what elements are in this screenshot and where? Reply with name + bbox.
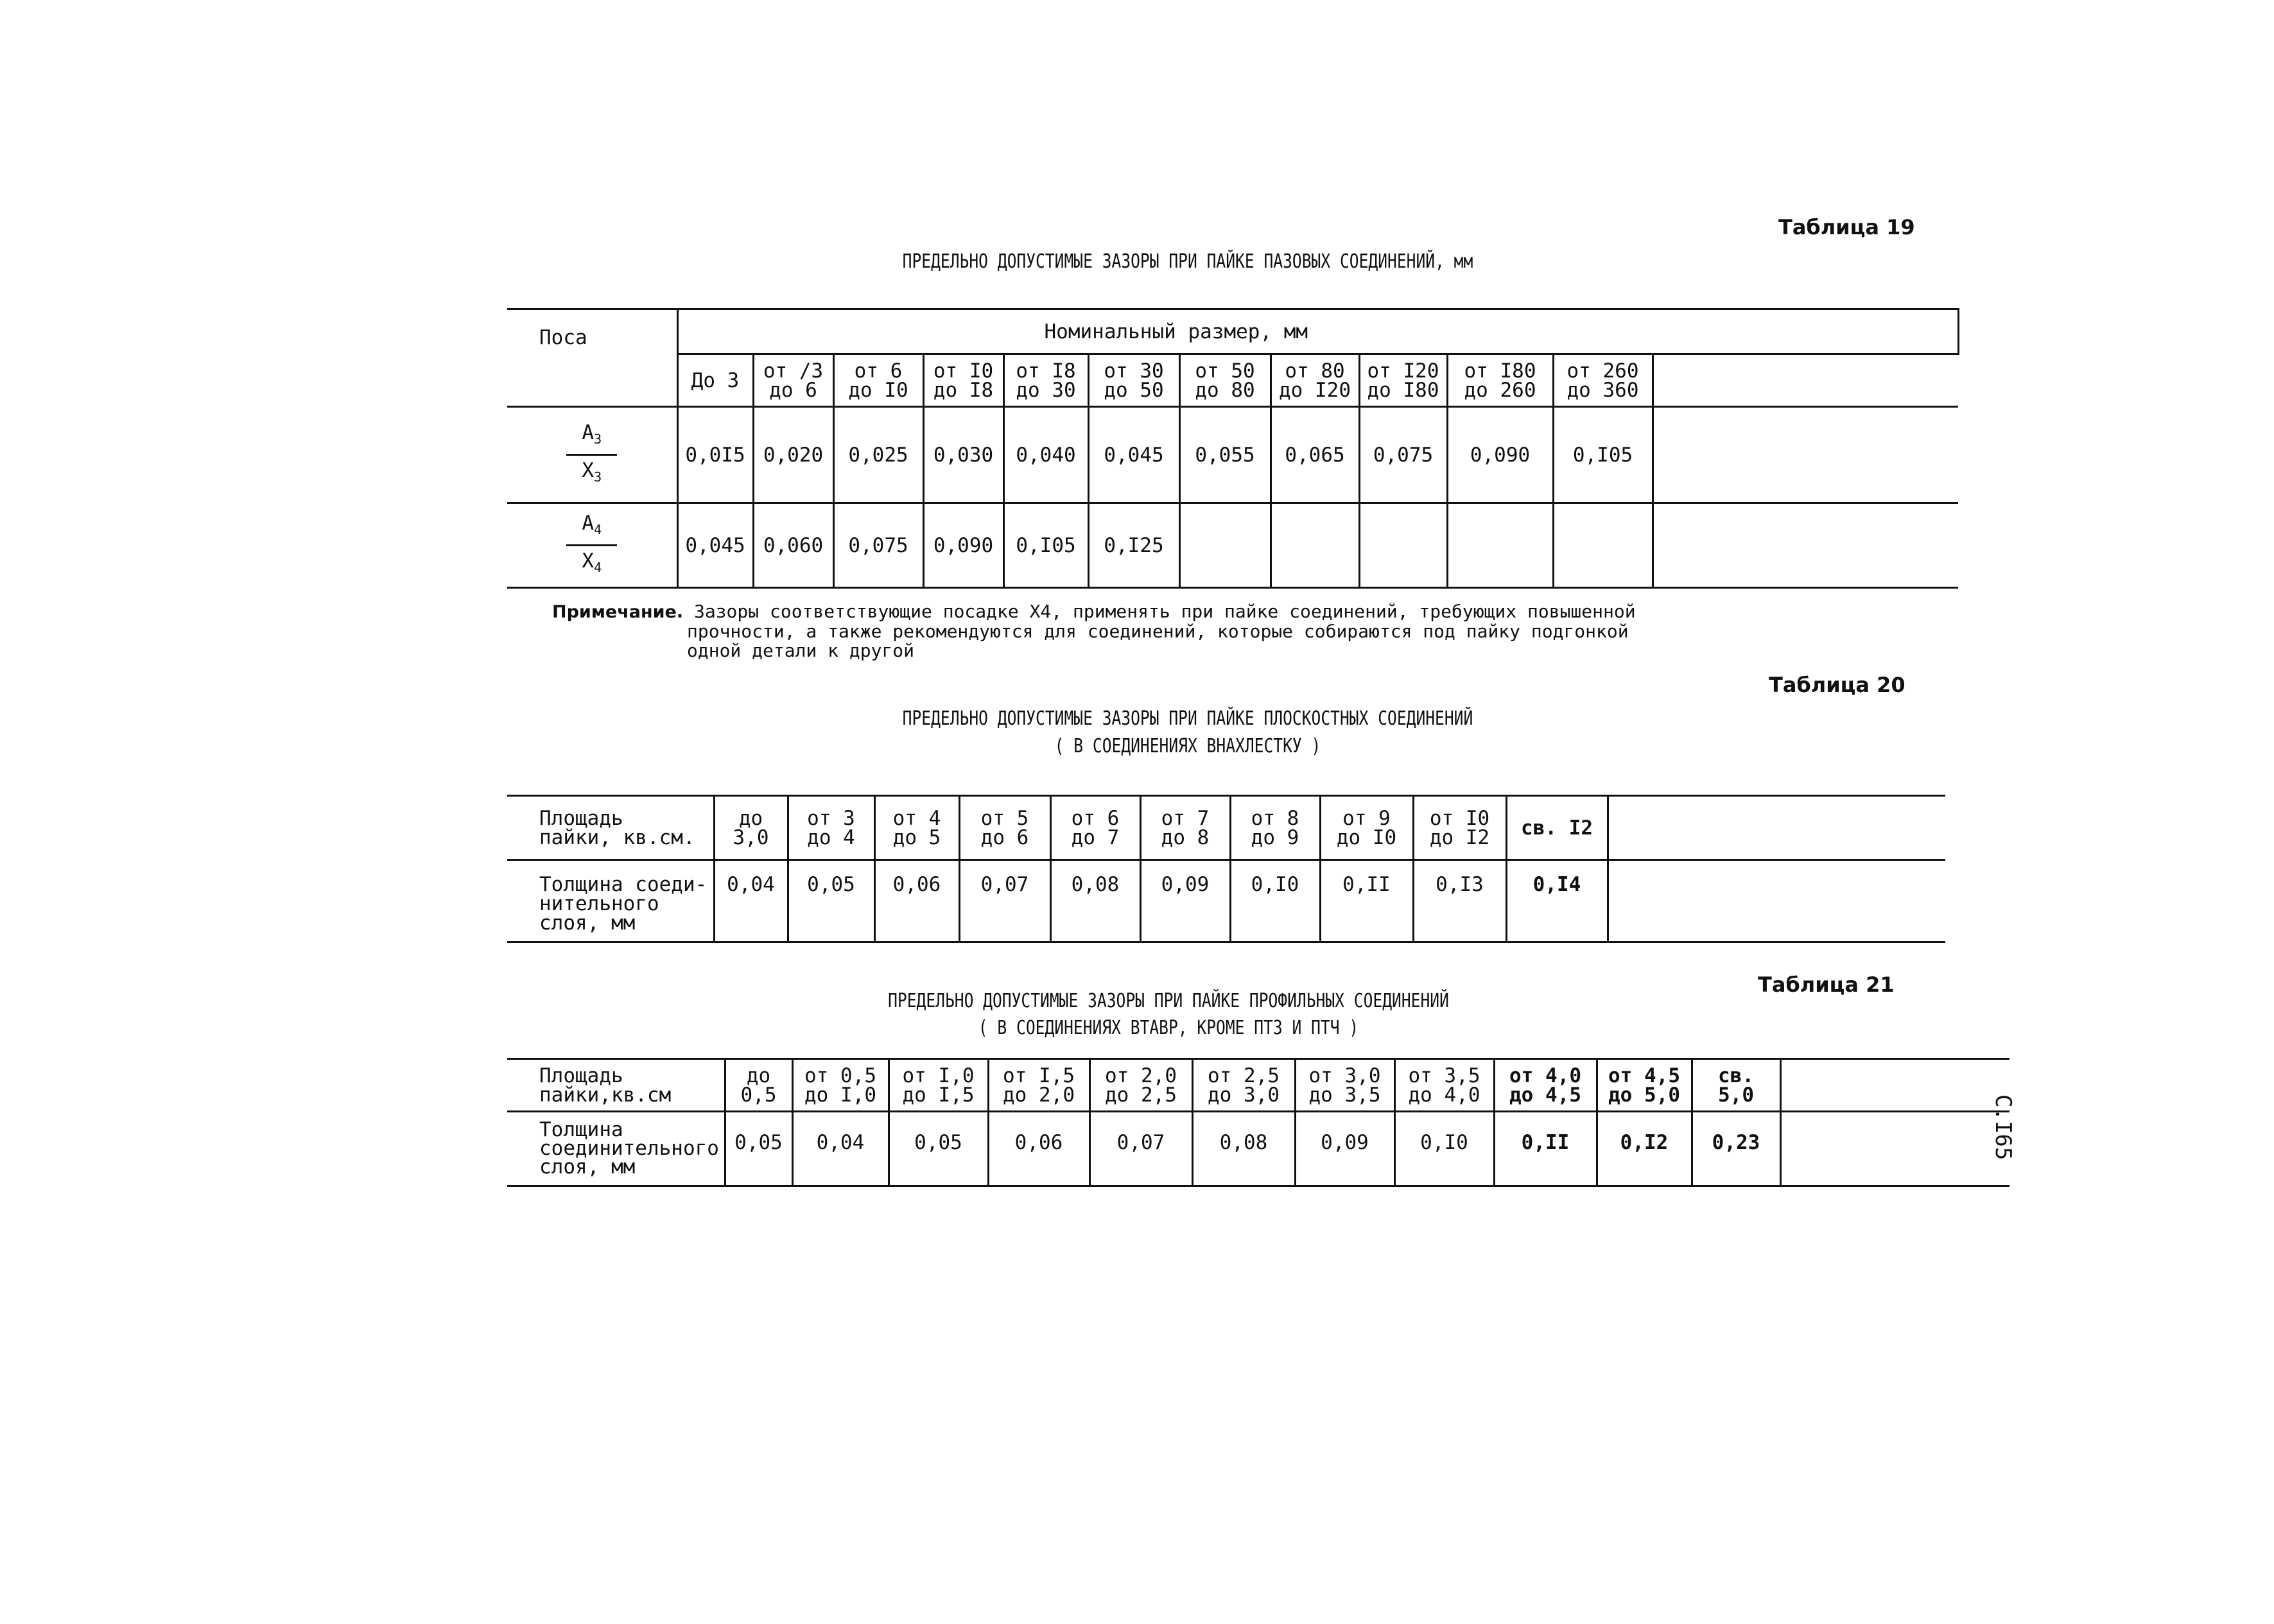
area-range-header: от 4,0 до 4,5	[1494, 1059, 1597, 1112]
table21	[507, 1058, 2009, 1187]
area-range-header: от 2,0 до 2,5	[1089, 1059, 1192, 1112]
empty-cell	[1653, 354, 1958, 407]
area-range-header: от 9 до I0	[1320, 796, 1413, 860]
table19-number: Таблица 19	[1778, 215, 1915, 239]
gap-value-cell: 0,090	[923, 503, 1003, 588]
table21-number: Таблица 21	[1758, 972, 1895, 997]
area-range-header: до 3,0	[714, 796, 788, 860]
thickness-value-cell: 0,06	[874, 860, 959, 942]
thickness-value-cell: 0,08	[1050, 860, 1140, 942]
fit-column-header: Поса	[507, 309, 677, 407]
gap-value-cell: 0,I25	[1088, 503, 1179, 588]
gap-value-cell: 0,075	[833, 503, 923, 588]
size-range-header: от I80 до 260	[1447, 354, 1553, 407]
gap-value-cell	[1359, 503, 1447, 588]
area-range-header: от 3 до 4	[788, 796, 874, 860]
table21-title-line1: ПРЕДЕЛЬНО ДОПУСТИМЫЕ ЗАЗОРЫ ПРИ ПАЙКЕ ПРОФИЛЬНЫХ СОЕДИНЕНИЙ	[888, 990, 1449, 1012]
gap-value-cell	[1271, 503, 1359, 588]
fit-label: $\frac{A_4}{X_4}$	[507, 503, 677, 588]
note-label: Примечание.	[552, 602, 684, 622]
area-range-header: от 2,5 до 3,0	[1192, 1059, 1295, 1112]
thickness-label: Толщина соеди- нительного слоя, мм	[507, 860, 714, 942]
gap-value-cell: 0,I05	[1553, 407, 1653, 503]
thickness-value-cell: 0,I3	[1413, 860, 1506, 942]
fit-label: $\frac{A_3}{X_3}$	[507, 407, 677, 503]
area-range-header: от 4 до 5	[874, 796, 959, 860]
area-range-header: от I0 до I2	[1413, 796, 1506, 860]
table21-title-line2: ( В СОЕДИНЕНИЯХ ВТАВР, КРОМЕ ПТЗ И ПТЧ )	[978, 1017, 1359, 1039]
thickness-value-cell: 0,05	[788, 860, 874, 942]
thickness-value-cell: 0,05	[725, 1112, 792, 1186]
table20-title-line1: ПРЕДЕЛЬНО ДОПУСТИМЫЕ ЗАЗОРЫ ПРИ ПАЙКЕ ПЛОСКОСТНЫХ СОЕДИНЕНИЙ	[902, 707, 1473, 730]
area-range-header: от 3,0 до 3,5	[1295, 1059, 1394, 1112]
thickness-value-cell: 0,09	[1295, 1112, 1394, 1186]
gap-value-cell: 0,0I5	[677, 407, 753, 503]
area-range-header: от I,0 до I,5	[889, 1059, 988, 1112]
thickness-value-cell: 0,04	[714, 860, 788, 942]
table19	[507, 308, 1959, 589]
area-range-header: до 0,5	[725, 1059, 792, 1112]
area-range-header: от 7 до 8	[1140, 796, 1230, 860]
gap-value-cell: 0,045	[677, 503, 753, 588]
thickness-value-cell: 0,I4	[1506, 860, 1608, 942]
thickness-value-cell: 0,II	[1494, 1112, 1597, 1186]
size-range-header: от 50 до 80	[1179, 354, 1271, 407]
area-label: Площадь пайки,кв.см	[507, 1059, 725, 1112]
table20	[507, 795, 1945, 943]
area-label: Площадь пайки, кв.см.	[507, 796, 714, 860]
thickness-value-cell: 0,II	[1320, 860, 1413, 942]
gap-value-cell: 0,060	[753, 503, 833, 588]
gap-value-cell: 0,030	[923, 407, 1003, 503]
gap-value-cell	[1553, 503, 1653, 588]
area-range-header: от I,5 до 2,0	[988, 1059, 1089, 1112]
empty-cell	[1780, 1059, 2009, 1112]
nominal-size-header: Номинальный размер, мм	[677, 309, 1958, 354]
size-range-header: от I20 до I80	[1359, 354, 1447, 407]
area-range-header: от 4,5 до 5,0	[1597, 1059, 1692, 1112]
gap-value-cell: 0,055	[1179, 407, 1271, 503]
size-range-header: от I0 до I8	[923, 354, 1003, 407]
empty-cell	[1608, 860, 1945, 942]
thickness-value-cell: 0,06	[988, 1112, 1089, 1186]
size-range-header: До 3	[677, 354, 753, 407]
gap-value-cell: 0,090	[1447, 407, 1553, 503]
table20-title-line2: ( В СОЕДИНЕНИЯХ ВНАХЛЕСТКУ )	[1054, 735, 1321, 757]
gap-value-cell: 0,045	[1088, 407, 1179, 503]
area-range-header: св. 5,0	[1692, 1059, 1780, 1112]
size-range-header: от 260 до 360	[1553, 354, 1653, 407]
gap-value-cell: 0,020	[753, 407, 833, 503]
area-range-header: от 5 до 6	[959, 796, 1050, 860]
gap-value-cell: 0,065	[1271, 407, 1359, 503]
thickness-label: Толщина соединительного слоя, мм	[507, 1112, 725, 1186]
note-line-1: Зазоры соответствующие посадке X4, применять при пайке соединений, требующих повышенной	[693, 601, 1636, 622]
table19-note	[552, 602, 1636, 661]
empty-cell	[1653, 503, 1958, 588]
page-number: C.I65	[1990, 1094, 2016, 1161]
table19-title: ПРЕДЕЛЬНО ДОПУСТИМЫЕ ЗАЗОРЫ ПРИ ПАЙКЕ ПАЗОВЫХ СОЕДИНЕНИЙ, мм	[902, 250, 1473, 273]
size-range-header: от 30 до 50	[1088, 354, 1179, 407]
gap-value-cell	[1179, 503, 1271, 588]
area-range-header: от 8 до 9	[1230, 796, 1320, 860]
area-range-header: от 3,5 до 4,0	[1394, 1059, 1494, 1112]
table20-number: Таблица 20	[1769, 673, 1905, 697]
thickness-value-cell: 0,09	[1140, 860, 1230, 942]
thickness-value-cell: 0,08	[1192, 1112, 1295, 1186]
empty-cell	[1780, 1112, 2009, 1186]
area-range-header: от 6 до 7	[1050, 796, 1140, 860]
size-range-header: от 6 до I0	[833, 354, 923, 407]
size-range-header: от /3 до 6	[753, 354, 833, 407]
thickness-value-cell: 0,04	[792, 1112, 889, 1186]
gap-value-cell: 0,040	[1003, 407, 1088, 503]
empty-cell	[1653, 407, 1958, 503]
thickness-value-cell: 0,23	[1692, 1112, 1780, 1186]
thickness-value-cell: 0,I2	[1597, 1112, 1692, 1186]
gap-value-cell: 0,025	[833, 407, 923, 503]
size-range-header: от I8 до 30	[1003, 354, 1088, 407]
thickness-value-cell: 0,I0	[1394, 1112, 1494, 1186]
note-line-3: одной детали к другой	[687, 640, 915, 661]
size-range-header: от 80 до I20	[1271, 354, 1359, 407]
area-range-header: от 0,5 до I,0	[792, 1059, 889, 1112]
note-line-2: прочности, а также рекомендуются для соединений, которые собираются под пайку подгонкой	[687, 621, 1629, 642]
thickness-value-cell: 0,07	[1089, 1112, 1192, 1186]
thickness-value-cell: 0,07	[959, 860, 1050, 942]
thickness-value-cell: 0,I0	[1230, 860, 1320, 942]
gap-value-cell: 0,075	[1359, 407, 1447, 503]
gap-value-cell: 0,I05	[1003, 503, 1088, 588]
thickness-value-cell: 0,05	[889, 1112, 988, 1186]
empty-cell	[1608, 796, 1945, 860]
area-range-header: св. I2	[1506, 796, 1608, 860]
gap-value-cell	[1447, 503, 1553, 588]
